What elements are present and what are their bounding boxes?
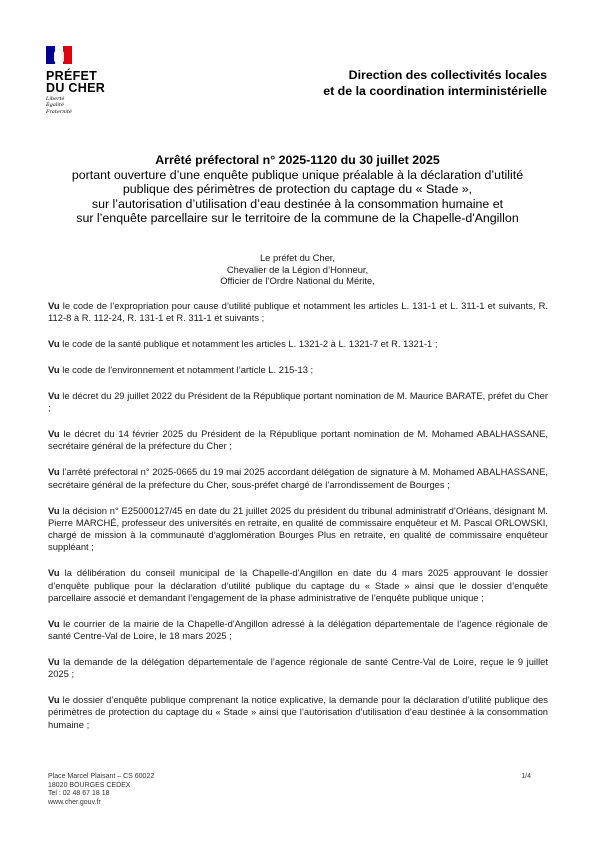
visa-vu: Vu — [48, 694, 60, 706]
prefet-line-1: Le préfet du Cher, — [259, 252, 336, 263]
visa-vu: Vu — [48, 428, 60, 440]
direction-header — [323, 67, 547, 99]
visa-paragraph — [48, 656, 548, 681]
visa-vu: Vu — [48, 655, 60, 667]
visa-list — [48, 300, 548, 745]
prefet-line-2: Chevalier de la Légion d’Honneur, — [226, 263, 369, 275]
arrete-title-line-4: sur l’autorisation d’utilisation d’eau destinée à la consommation humaine et — [91, 196, 504, 211]
arrete-title-line-2: portant ouverture d’une enquête publique unique préalable à la déclaration d’utilité — [71, 167, 524, 182]
prefet-line-3: Officier de l’Ordre National du Mérite, — [220, 275, 375, 287]
footer-phone: Tel : 02 48 67 18 18 — [48, 790, 110, 798]
visa-paragraph — [48, 694, 548, 731]
arrete-title-line-5: sur l’enquête parcellaire sur le territoire de la commune de la Chapelle-d'Angillon — [76, 211, 519, 226]
visa-text: le décret du 29 juillet 2022 du Président de la République portant nomination de M. Maurice BARATE, préfet du Cher ; — [48, 389, 548, 414]
marianne-flag-icon — [46, 46, 72, 64]
footer-address-line-1: Place Marcel Plaisant – CS 60022 — [48, 773, 155, 780]
logo-line-1: PRÉFET — [46, 69, 98, 83]
visa-vu: Vu — [48, 389, 60, 401]
visa-paragraph — [48, 390, 548, 415]
visa-vu: Vu — [48, 466, 60, 478]
visa-text: la demande de la délégation départementale de l’agence régionale de santé Centre-Val de Loire, reçue le 9 juillet 2025 ; — [48, 655, 548, 680]
footer-address-line-2: 18020 BOURGES CEDEX — [48, 781, 131, 789]
visa-paragraph — [48, 466, 548, 491]
visa-vu: Vu — [48, 617, 60, 629]
visa-vu: Vu — [48, 567, 60, 579]
motto-egalite: Égalité — [46, 102, 64, 109]
visa-paragraph — [48, 364, 548, 376]
footer-website[interactable]: www.cher.gouv.fr — [48, 798, 101, 806]
footer-address — [48, 773, 154, 807]
visa-paragraph — [48, 338, 548, 350]
visa-text: le code de l'environnement et notamment l’article L. 215-13 ; — [59, 364, 314, 376]
visa-text: l’arrêté préfectoral n° 2025-0665 du 19 mai 2025 accordant délégation de signature à M. Mohamed ABALHASSANE, secrétaire général de la préfecture du Cher, sous-préfet chargé de l’arrondissement de Bourges ; — [48, 466, 548, 490]
visa-text: la décision n° E25000127/45 en date du 21 juillet 2025 du président du tribunal administratif d’Orléans, désignant M. Pierre MARCHÉ, professeur des universités en retraite, en qualité de commissaire enquêteur et M. Pascal ORLOWSKI, chargé de mission à la communauté d’agglomération Bourges Plus en retraite, en qualité de commissaire enquêteur suppléant ; — [48, 504, 548, 553]
prefet-intro — [46, 252, 549, 287]
visa-vu: Vu — [48, 504, 60, 516]
motto-liberte: Liberté — [46, 96, 65, 102]
motto — [46, 96, 126, 115]
visa-paragraph — [48, 505, 548, 554]
visa-text: le code de la santé publique et notamment les articles L. 1321-2 à L. 1321-7 et R. 1321-1 ; — [59, 338, 438, 350]
page-number: 1/4 — [521, 773, 531, 780]
arrete-title — [46, 153, 549, 226]
visa-text: le dossier d’enquête publique comprenant la notice explicative, la demande pour la déclaration d’utilité publique des périmètres de protection du captage du « Stade » ainsi que l’autorisation d’utilisation d’eau destinée à la consommation humaine ; — [48, 694, 548, 730]
arrete-title-line-3: publique des périmètres de protection du captage du « Stade », — [122, 182, 473, 197]
visa-paragraph — [48, 567, 548, 604]
visa-text: le décret du 14 février 2025 du Président de la République portant nomination de M. Mohamed ABALHASSANE, secrétaire général de la préfecture du Cher ; — [48, 428, 548, 452]
visa-vu: Vu — [48, 300, 60, 311]
logo-line-2: DU CHER — [46, 81, 106, 95]
visa-text: le courrier de la mairie de la Chapelle-d'Angillon adressé à la délégation départementale de l’agence régionale de santé Centre-Val de Loire, le 18 mars 2025 ; — [48, 617, 548, 642]
direction-line-1: Direction des collectivités locales — [348, 68, 547, 82]
visa-text: la délibération du conseil municipal de la Chapelle-d'Angillon en date du 4 mars 2025 approuvant le dossier d’enquête publique pour la déclaration d’utilité publique du captage du « Stade » ainsi que le dossier d’enquête parcellaire associé et demandant l’engagement de la phase administrative de l’enquête publique unique ; — [48, 567, 548, 603]
visa-paragraph — [48, 428, 548, 453]
prefecture-logo — [46, 46, 126, 115]
visa-vu: Vu — [48, 364, 60, 376]
visa-paragraph — [48, 300, 548, 325]
arrete-title-line-1: Arrêté préfectoral n° 2025-1120 du 30 juillet 2025 — [155, 153, 440, 167]
visa-paragraph — [48, 618, 548, 643]
visa-vu: Vu — [48, 338, 60, 350]
visa-text: le code de l’expropriation pour cause d’utilité publique et notamment les articles L. 131-1 et L. 311-1 et suivants, R. 112-8 à R. 112-24, R. 131-1 et R. 311-1 et suivants ; — [48, 300, 548, 324]
direction-line-2: et de la coordination interministérielle — [323, 84, 547, 98]
motto-fraternite: Fraternité — [46, 108, 72, 115]
